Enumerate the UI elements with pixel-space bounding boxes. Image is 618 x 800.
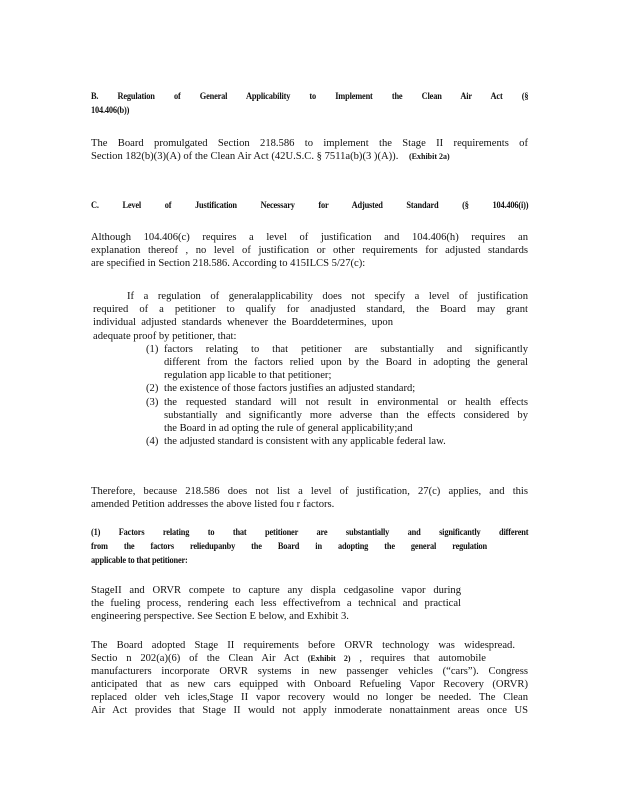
section-c-paragraph: Although 104.406(c) requires a level of justification and 104.406(h) requires an explanation thereof , no level of justification or other requirements for adjusted standards are specified in Section 218.586. According to 415ILCS 5/27(c): [91, 232, 528, 269]
factor-1-heading: (1) Factors relating to that petitioner are substantially and significantly different from the factors reliedupanby the Board in adopting the general regulation applicable to that petitioner: [91, 528, 529, 566]
quote-item-4: (4) the adjusted standard is consistent with any applicable federal law. [146, 436, 446, 448]
section-b-heading: B. Regulation of General Applicability to Implement the Clean Air Act (§ 104.406(b)) [91, 92, 529, 116]
quote-items [91, 343, 528, 449]
quote-item-1: (1) factors relating to that petitioner are substantially and significantly different from the factors relied upon by the Board in adopting the general regulation app licable to that petitioner; [146, 343, 528, 382]
section-b-citation: Section 182(b)(3)(A) of the Clean Air Act (42U.S.C. § 7511a(b)(3 )(A)). [91, 151, 399, 162]
section-b-paragraph: The Board promulgated Section 218.586 to implement the Stage II requirements of Section 182(b)(3)(A) of the Clean Air Act (42U.S.C. § 7511a(b)(3 )(A)). (Exhibit 2a) [91, 138, 528, 162]
board-paragraph: The Board adopted Stage II requirements before ORVR technology was widespread. Sectio n 202(a)(6) of the Clean Air Act (Exhibit 2) , requires that automobile manufacturers incorporate ORVR systems in new passenger vehicles (“cars”). Congress anticipated that as new cars equipped with Onboard Refueling Vapor Recovery (ORVR) replaced older veh icles,Stage II vapor recovery would no longer be needed. The Clean Air Act provides that Stage II would not apply inmoderate nonattainment areas once US [91, 640, 528, 716]
exhibit-2a-ref: (Exhibit 2a) [409, 152, 450, 161]
statute-quote: If a regulation of generalapplicability does not specify a level of justification required of a petitioner to qualify for anadjusted standard, the Board may grant individual adjusted standards whenever the Boarddetermines, upon adequate proof by petitioner, that: (1) factors relating to that petitioner are substantially and significantly different from the factors relied upon by the Board in adopting the general regulation app licable to that petitioner; (2) the existence of those factors justifies an adjusted standard; (3) the requested standard will not result in environmental or health effects substantially and significantly more adverse than the effects considered by the Board in ad opting the rule of general applicability;and (4) the adjusted standard is consistent with any applicable federal law. [93, 291, 528, 448]
quote-item-3: (3) the requested standard will not result in environmental or health effects substantially and significantly more adverse than the effects considered by the Board in ad opting the rule of general applicability;and [146, 396, 528, 435]
stage-ii-paragraph: StageII and ORVR compete to capture any displa cedgasoline vapor during the fueling process, rendering each less effectivefrom a technical and practical engineering perspective. See Section E below, and Exhibit 3. [91, 585, 461, 622]
quote-item-2: (2) the existence of those factors justifies an adjusted standard; [146, 383, 416, 395]
therefore-paragraph: Therefore, because 218.586 does not list a level of justification, 27(c) applies, and this amended Petition addresses the above listed fou r factors. [91, 486, 528, 510]
exhibit-2-ref: (Exhibit 2) [307, 654, 351, 663]
section-c-heading: C. Level of Justification Necessary for Adjusted Standard (§ 104.406(i)) [91, 201, 529, 211]
